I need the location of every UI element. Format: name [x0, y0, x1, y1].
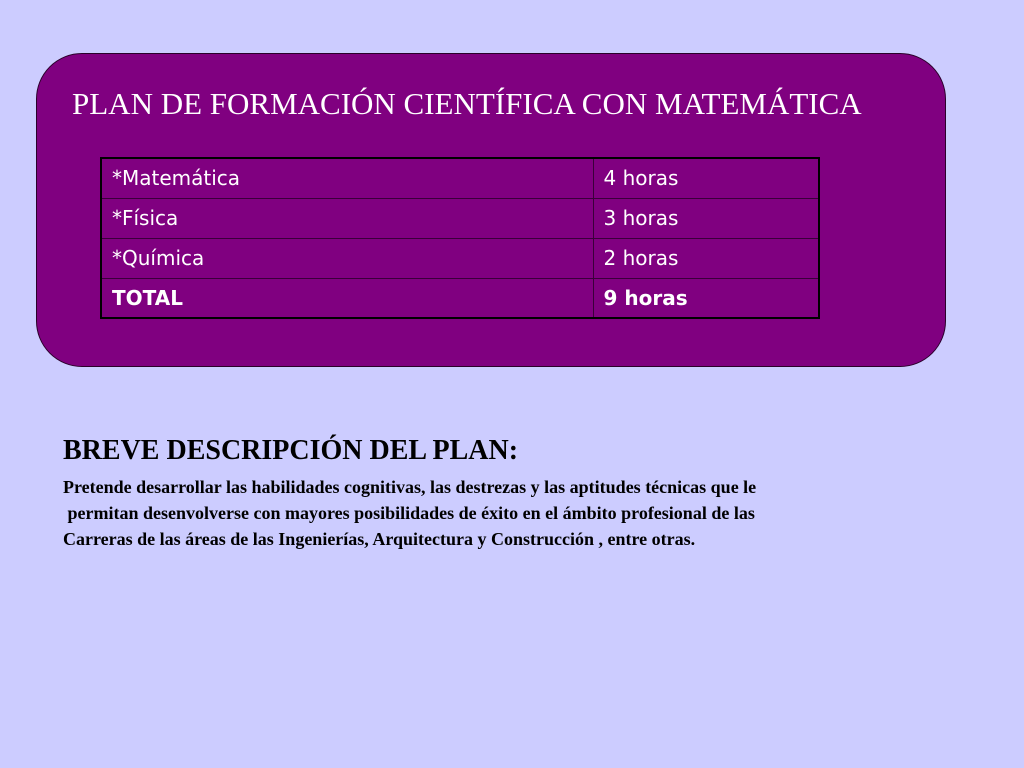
hours-table: [100, 157, 820, 319]
subject-cell: *Química: [101, 238, 593, 278]
table-row: [101, 238, 819, 278]
hours-cell: 4 horas: [593, 158, 819, 198]
plan-title: PLAN DE FORMACIÓN CIENTÍFICA CON MATEMÁTICA: [72, 86, 862, 121]
hours-cell: 3 horas: [593, 198, 819, 238]
hours-cell: 2 horas: [593, 238, 819, 278]
description-body: [63, 474, 963, 552]
description-line: Carreras de las áreas de las Ingenierías, Arquitectura y Construcción , entre otras.: [63, 529, 696, 549]
table-row: [101, 198, 819, 238]
subject-cell: *Matemática: [101, 158, 593, 198]
subject-cell: *Física: [101, 198, 593, 238]
description-line: permitan desenvolverse con mayores posibilidades de éxito en el ámbito profesional de las: [63, 503, 755, 523]
total-hours-cell: 9 horas: [593, 278, 819, 318]
total-row: [101, 278, 819, 318]
total-label-cell: TOTAL: [101, 278, 593, 318]
description-heading: BREVE DESCRIPCIÓN DEL PLAN:: [63, 435, 519, 466]
table-row: [101, 158, 819, 198]
description-line: Pretende desarrollar las habilidades cognitivas, las destrezas y las aptitudes técnicas que le: [63, 477, 757, 497]
